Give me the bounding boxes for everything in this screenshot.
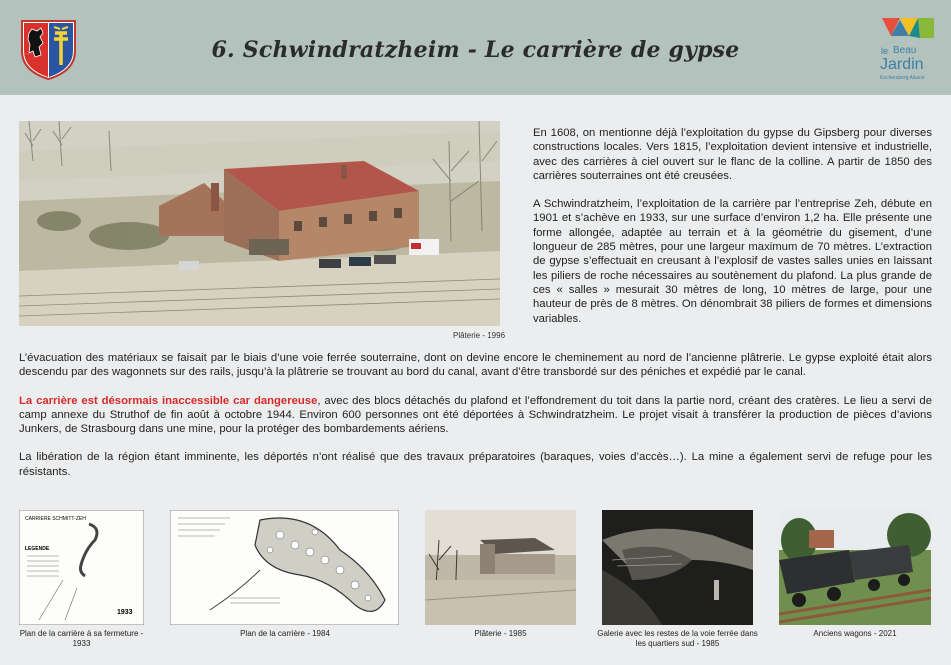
thumbnail-caption-3: Plâterie - 1985 — [474, 629, 527, 638]
thumbnail-plan-1933 — [19, 510, 144, 625]
thumbnail-caption-4: Galerie avec les restes de la voie ferrée dans les quartiers sud - 1985 — [597, 629, 758, 648]
body-paragraph-2 — [19, 394, 932, 437]
map-title-text: CARRIERE SCHMITT-ZEH — [25, 516, 86, 522]
thumbnail-gallery-1985 — [602, 510, 753, 625]
logo-text-le: le — [881, 46, 889, 56]
thumbnail-wagons-2021 — [779, 510, 931, 625]
thumbnail-plasterworks-1985 — [425, 510, 576, 625]
map-legend-text: LEGENDE — [25, 546, 50, 552]
thumbnail-plan-1984 — [170, 510, 399, 625]
body-text — [19, 351, 932, 493]
quarry-map-1933-image — [19, 510, 144, 625]
thumbnail-caption-5: Anciens wagons - 2021 — [813, 629, 897, 638]
logo-subtitle: Kochersberg Alsace — [880, 75, 925, 81]
plasterworks-1985-photo — [425, 510, 576, 625]
intro-text — [533, 126, 932, 340]
map-year-text: 1933 — [117, 609, 133, 616]
gallery-1985-photo — [602, 510, 753, 625]
thumbnail-caption-2: Plan de la carrière - 1984 — [240, 629, 330, 638]
main-photo-caption: Plâterie - 1996 — [453, 331, 506, 340]
wagons-2021-photo — [779, 510, 931, 625]
logo-text-beau: Beau — [893, 45, 917, 56]
body-paragraph-1: L’évacuation des matériaux se faisait par le biais d’une voie ferrée souterraine, dont on devine encore le cheminement au nord de l’ancienne plâtrerie. Le gypse exploité était alors descendu par des wagonnets sur des rails, jusqu’à la plâtrerie se trouvant au bord du canal, avant d’être transbordé sur des péniches et expédié par le canal. — [19, 352, 932, 379]
body-paragraph-2-rest: , avec des blocs détachés du plafond et l’effondrement du toit dans la partie nord, créant des cratères. Le lieu a servi de camp annexe du Struthof de fin août à octobre 1944. Environ 600 personnes ont été déportées à Schwindratzheim. Le projet visait à transférer la production de pièces d’avions Junkers, de Strasbourg dans une mine, pour la protéger des bombardements aériens. — [19, 394, 932, 436]
body-paragraph-3: La libération de la région étant imminente, les déportés n’ont réalisé que des travaux préparatoires (baraques, voies d’accès…). La mine a également servi de refuge pour les résistants. — [19, 451, 932, 478]
quarry-map-1984-image — [170, 510, 399, 625]
danger-warning: La carrière est désormais inaccessible car dangereuse — [19, 394, 318, 407]
page-title: 6. Schwindratzheim - Le carrière de gypse — [211, 37, 740, 63]
thumbnail-caption-1: Plan de la carrière à sa fermeture - 1933 — [19, 629, 144, 648]
main-photo-plasterworks-1996 — [19, 121, 500, 326]
intro-paragraph-1: En 1608, on mentionne déjà l’exploitation du gypse du Gipsberg pour diverses constructions locales. Vers 1815, l’exploitation devient intensive et industrielle, avec des carrières à ciel ouvert sur le flanc de la colline. A partir de 1850 des carrières souterraines ont été creusées. — [533, 127, 932, 182]
logo-text-jardin: Jardin — [880, 56, 924, 73]
intro-paragraph-2: A Schwindratzheim, l’exploitation de la carrière par l’entreprise Zeh, débute en 1901 et s’achève en 1933, sur une surface d’environ 1,2 ha. Elle présente une forme allongée, adaptée au terrain et à la géométrie du gisement, d’une longueur de 285 mètres, pour une largeur maximum de 70 mètres. L’extraction de gypse s’effectuait en creusant à l’explosif de vastes salles unies en laissant les piliers de roche nécessaires au soutènement du plafond. La plus grande de ces « salles » mesurait 30 mètres de long, 10 mètres de large, pour une hauteur de près de 8 mètres. On dénombrait 38 piliers de formes et dimensions variables. — [533, 198, 932, 325]
header-banner — [0, 0, 951, 95]
